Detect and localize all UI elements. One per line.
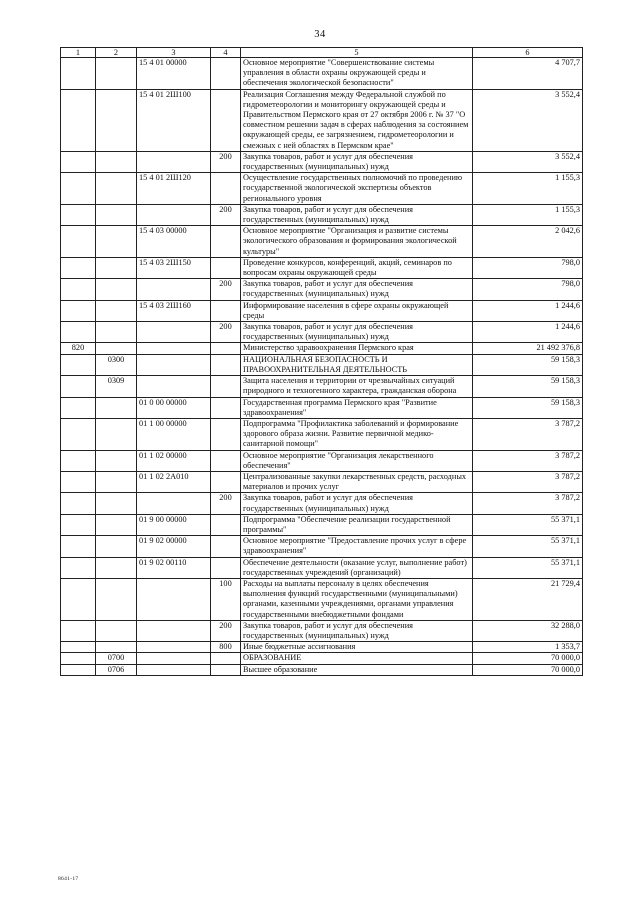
ministry-code-cell [61,493,96,514]
item-name-cell: Закупка товаров, работ и услуг для обеспечения государственных (муниципальных) нужд [241,279,473,300]
expense-type-cell [211,471,241,492]
table-row [61,471,583,492]
amount-cell: 2 042,6 [473,226,583,258]
target-article-cell [137,664,211,675]
item-name-cell: Осуществление государственных полномочий по проведению государственной экологической экспертизы объектов регионального уровня [241,173,473,205]
section-code-cell: 0700 [96,653,137,664]
table-row [61,279,583,300]
section-code-cell [96,514,137,535]
section-code-cell [96,557,137,578]
amount-cell: 21 492 376,8 [473,343,583,354]
target-article-cell: 01 9 02 00110 [137,557,211,578]
target-article-cell: 01 1 00 00000 [137,418,211,450]
table-row [61,58,583,90]
section-code-cell [96,89,137,151]
target-article-cell [137,620,211,641]
amount-cell: 70 000,0 [473,664,583,675]
section-code-cell [96,151,137,172]
target-article-cell [137,376,211,397]
table-row [61,322,583,343]
ministry-code-cell [61,58,96,90]
expense-type-cell: 200 [211,322,241,343]
expense-type-cell [211,58,241,90]
ministry-code-cell [61,653,96,664]
amount-cell: 55 371,1 [473,557,583,578]
target-article-cell [137,204,211,225]
target-article-cell: 15 4 01 2Ш120 [137,173,211,205]
item-name-cell: Основное мероприятие "Совершенствование системы управления в области охраны окружающей среды и обеспечения экологической безопасности" [241,58,473,90]
section-code-cell [96,300,137,321]
section-code-cell [96,450,137,471]
item-name-cell: Защита населения и территории от чрезвычайных ситуаций природного и техногенного характера, гражданская оборона [241,376,473,397]
section-code-cell [96,226,137,258]
ministry-code-cell [61,322,96,343]
target-article-cell [137,322,211,343]
section-code-cell [96,58,137,90]
expense-type-cell [211,343,241,354]
amount-cell: 4 707,7 [473,58,583,90]
footer-code: 8641-17 [58,876,79,882]
expense-type-cell [211,173,241,205]
section-code-cell [96,493,137,514]
ministry-code-cell [61,471,96,492]
section-code-cell [96,536,137,557]
amount-cell: 21 729,4 [473,578,583,620]
item-name-cell: Закупка товаров, работ и услуг для обеспечения государственных (муниципальных) нужд [241,204,473,225]
section-code-cell [96,257,137,278]
amount-cell: 3 787,2 [473,418,583,450]
ministry-code-cell [61,578,96,620]
expense-type-cell [211,89,241,151]
item-name-cell: Основное мероприятие "Организация и развитие системы экологического образования и формирования экологической культуры" [241,226,473,258]
item-name-cell: Министерство здравоохранения Пермского края [241,343,473,354]
section-code-cell [96,322,137,343]
amount-cell: 59 158,3 [473,354,583,375]
ministry-code-cell [61,300,96,321]
table-row [61,300,583,321]
target-article-cell [137,578,211,620]
table-row [61,418,583,450]
ministry-code-cell [61,151,96,172]
amount-cell: 798,0 [473,257,583,278]
expense-type-cell: 200 [211,493,241,514]
amount-cell: 70 000,0 [473,653,583,664]
amount-cell: 3 787,2 [473,471,583,492]
expense-type-cell: 100 [211,578,241,620]
table-row [61,493,583,514]
item-name-cell: Реализация Соглашения между Федеральной службой по гидрометеорологии и мониторингу окружающей среды и Правительством Пермского края от 27 октября 2006 г. № 37 "О совместном решении задач в сферах наблюдения за состоянием окружающей среды, ее загрязнением, гидрометеорологии и смежных с ней областях в Пермском крае" [241,89,473,151]
table-row [61,397,583,418]
ministry-code-cell [61,557,96,578]
amount-cell: 55 371,1 [473,536,583,557]
item-name-cell: Государственная программа Пермского края "Развитие здравоохранения" [241,397,473,418]
ministry-code-cell [61,620,96,641]
target-article-cell: 15 4 01 00000 [137,58,211,90]
column-header-2: 2 [96,48,137,58]
ministry-code-cell [61,354,96,375]
target-article-cell: 01 1 02 00000 [137,450,211,471]
amount-cell: 59 158,3 [473,376,583,397]
section-code-cell [96,578,137,620]
expense-type-cell: 200 [211,151,241,172]
column-header-5: 5 [241,48,473,58]
item-name-cell: Основное мероприятие "Организация лекарственного обеспечения" [241,450,473,471]
item-name-cell: Обеспечение деятельности (оказание услуг, выполнение работ) государственных учреждений (организаций) [241,557,473,578]
amount-cell: 3 787,2 [473,493,583,514]
table-row [61,257,583,278]
ministry-code-cell: 820 [61,343,96,354]
section-code-cell [96,397,137,418]
expense-type-cell [211,653,241,664]
item-name-cell: Закупка товаров, работ и услуг для обеспечения государственных (муниципальных) нужд [241,151,473,172]
amount-cell: 55 371,1 [473,514,583,535]
table-row [61,343,583,354]
table-row [61,376,583,397]
ministry-code-cell [61,642,96,653]
target-article-cell: 15 4 03 2Ш150 [137,257,211,278]
table-row [61,536,583,557]
ministry-code-cell [61,279,96,300]
item-name-cell: ОБРАЗОВАНИЕ [241,653,473,664]
item-name-cell: Иные бюджетные ассигнования [241,642,473,653]
page-number: 34 [314,29,326,40]
item-name-cell: Закупка товаров, работ и услуг для обеспечения государственных (муниципальных) нужд [241,620,473,641]
item-name-cell: Расходы на выплаты персоналу в целях обеспечения выполнения функций государственными (муниципальными) органами, казенными учреждениями, органами управления государственными внебюджетными фондами [241,578,473,620]
expense-type-cell: 200 [211,279,241,300]
amount-cell: 798,0 [473,279,583,300]
section-code-cell: 0300 [96,354,137,375]
amount-cell: 3 552,4 [473,151,583,172]
target-article-cell [137,354,211,375]
item-name-cell: Основное мероприятие "Предоставление прочих услуг в сфере здравоохранения" [241,536,473,557]
expense-type-cell [211,300,241,321]
target-article-cell: 15 4 03 00000 [137,226,211,258]
table-row [61,354,583,375]
budget-table [60,47,583,676]
section-code-cell [96,204,137,225]
ministry-code-cell [61,514,96,535]
expense-type-cell: 800 [211,642,241,653]
column-header-6: 6 [473,48,583,58]
section-code-cell [96,343,137,354]
target-article-cell: 01 1 02 2А010 [137,471,211,492]
amount-cell: 3 787,2 [473,450,583,471]
section-code-cell: 0309 [96,376,137,397]
target-article-cell: 15 4 01 2Ш100 [137,89,211,151]
target-article-cell [137,493,211,514]
section-code-cell [96,418,137,450]
section-code-cell: 0706 [96,664,137,675]
target-article-cell [137,653,211,664]
column-header-3: 3 [137,48,211,58]
item-name-cell: Высшее образование [241,664,473,675]
target-article-cell [137,151,211,172]
expense-type-cell [211,418,241,450]
table-header-row [61,48,583,58]
ministry-code-cell [61,418,96,450]
target-article-cell [137,642,211,653]
item-name-cell: НАЦИОНАЛЬНАЯ БЕЗОПАСНОСТЬ И ПРАВООХРАНИТЕЛЬНАЯ ДЕЯТЕЛЬНОСТЬ [241,354,473,375]
target-article-cell: 15 4 03 2Ш160 [137,300,211,321]
amount-cell: 32 288,0 [473,620,583,641]
target-article-cell [137,343,211,354]
ministry-code-cell [61,89,96,151]
ministry-code-cell [61,226,96,258]
column-header-4: 4 [211,48,241,58]
ministry-code-cell [61,257,96,278]
table-row [61,514,583,535]
table-row [61,151,583,172]
item-name-cell: Закупка товаров, работ и услуг для обеспечения государственных (муниципальных) нужд [241,322,473,343]
item-name-cell: Централизованные закупки лекарственных средств, расходных материалов и прочих услуг [241,471,473,492]
table-row [61,653,583,664]
table-row [61,578,583,620]
table-row [61,204,583,225]
ministry-code-cell [61,204,96,225]
amount-cell: 1 155,3 [473,173,583,205]
item-name-cell: Подпрограмма "Профилактика заболеваний и формирование здорового образа жизни. Развитие первичной медико-санитарной помощи" [241,418,473,450]
expense-type-cell [211,514,241,535]
table-body [61,58,583,676]
amount-cell: 1 244,6 [473,322,583,343]
expense-type-cell [211,354,241,375]
section-code-cell [96,173,137,205]
item-name-cell: Закупка товаров, работ и услуг для обеспечения государственных (муниципальных) нужд [241,493,473,514]
section-code-cell [96,471,137,492]
amount-cell: 1 244,6 [473,300,583,321]
item-name-cell: Проведение конкурсов, конференций, акций, семинаров по вопросам охраны окружающей среды [241,257,473,278]
expense-type-cell [211,557,241,578]
ministry-code-cell [61,450,96,471]
table-row [61,226,583,258]
table-row [61,173,583,205]
ministry-code-cell [61,397,96,418]
ministry-code-cell [61,376,96,397]
column-header-1: 1 [61,48,96,58]
target-article-cell: 01 9 00 00000 [137,514,211,535]
amount-cell: 3 552,4 [473,89,583,151]
section-code-cell [96,642,137,653]
section-code-cell [96,279,137,300]
section-code-cell [96,620,137,641]
amount-cell: 1 155,3 [473,204,583,225]
expense-type-cell [211,376,241,397]
table-row [61,557,583,578]
amount-cell: 59 158,3 [473,397,583,418]
target-article-cell: 01 0 00 00000 [137,397,211,418]
expense-type-cell [211,226,241,258]
target-article-cell: 01 9 02 00000 [137,536,211,557]
expense-type-cell: 200 [211,620,241,641]
ministry-code-cell [61,536,96,557]
expense-type-cell [211,536,241,557]
amount-cell: 1 353,7 [473,642,583,653]
item-name-cell: Подпрограмма "Обеспечение реализации государственной программы" [241,514,473,535]
expense-type-cell: 200 [211,204,241,225]
ministry-code-cell [61,664,96,675]
item-name-cell: Информирование населения в сфере охраны окружающей среды [241,300,473,321]
expense-type-cell [211,257,241,278]
table-row [61,664,583,675]
table-row [61,620,583,641]
expense-type-cell [211,397,241,418]
ministry-code-cell [61,173,96,205]
table-row [61,89,583,151]
target-article-cell [137,279,211,300]
expense-type-cell [211,664,241,675]
table-row [61,642,583,653]
table-row [61,450,583,471]
expense-type-cell [211,450,241,471]
